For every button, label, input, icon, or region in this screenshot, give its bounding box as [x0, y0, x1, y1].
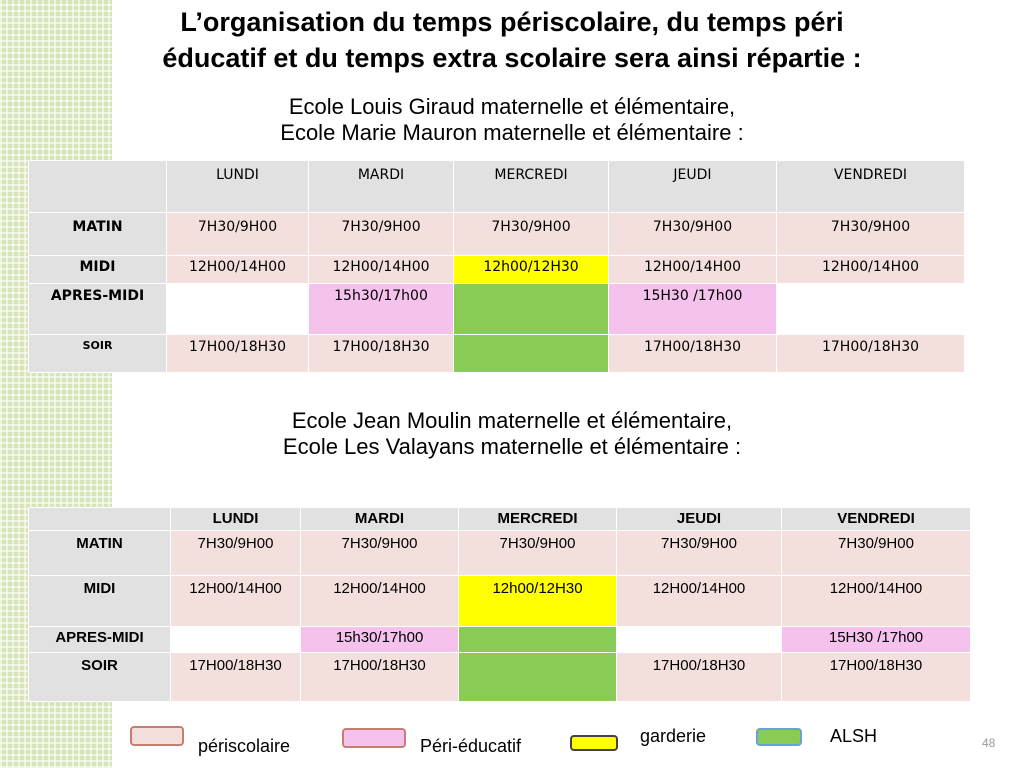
header-jeudi: JEUDI [617, 508, 782, 531]
page-number: 48 [982, 736, 996, 750]
header-jeudi: JEUDI [609, 161, 777, 213]
schedule-cell: 7H30/9H00 [171, 531, 301, 576]
schedule-cell [459, 653, 617, 702]
header-lundi: LUNDI [167, 161, 309, 213]
schedule-cell: 15H30 /17h00 [609, 284, 777, 335]
schedule-cell: 12H00/14H00 [617, 576, 782, 627]
schedule-cell: 17H00/18H30 [609, 335, 777, 373]
header-vendredi: VENDREDI [782, 508, 971, 531]
schedule-table-2 [28, 507, 971, 702]
legend-swatch-periscolaire [130, 726, 184, 746]
table-row [29, 213, 965, 256]
schedule-cell: 15h30/17h00 [301, 627, 459, 653]
schedule-cell [777, 284, 965, 335]
schedule-cell: 7H30/9H00 [454, 213, 609, 256]
schedule-cell: 15H30 /17h00 [782, 627, 971, 653]
schedule-cell [454, 284, 609, 335]
table-row [29, 335, 965, 373]
page-title [0, 4, 1024, 76]
schedule-cell: 12H00/14H00 [171, 576, 301, 627]
section2-subtitle-line-1: Ecole Jean Moulin maternelle et élémentaire, [291, 408, 733, 433]
table-header-row [29, 508, 971, 531]
header-mercredi: MERCREDI [459, 508, 617, 531]
schedule-cell [454, 335, 609, 373]
legend-label-garderie: garderie [640, 726, 707, 746]
section1-subtitle [0, 94, 1024, 146]
row-label: SOIR [29, 335, 167, 373]
section1-subtitle-line-2: Ecole Marie Mauron maternelle et élémentaire : [280, 120, 744, 145]
table-row [29, 627, 971, 653]
section2-subtitle [0, 408, 1024, 460]
schedule-cell: 17H00/18H30 [777, 335, 965, 373]
schedule-cell: 17H00/18H30 [167, 335, 309, 373]
schedule-cell: 7H30/9H00 [167, 213, 309, 256]
legend-label-peri-educatif: Péri-éducatif [420, 736, 522, 756]
schedule-cell: 7H30/9H00 [782, 531, 971, 576]
title-line-1: L’organisation du temps périscolaire, du temps péri [180, 7, 844, 37]
row-label: APRES-MIDI [29, 627, 171, 653]
table-row [29, 653, 971, 702]
legend-label-alsh: ALSH [830, 726, 878, 746]
schedule-cell [459, 627, 617, 653]
schedule-cell: 12H00/14H00 [609, 256, 777, 284]
row-label: MIDI [29, 576, 171, 627]
legend-swatch-alsh [756, 728, 802, 746]
schedule-cell: 15h30/17h00 [309, 284, 454, 335]
row-label: SOIR [29, 653, 171, 702]
title-line-2: éducatif et du temps extra scolaire sera ainsi répartie : [162, 43, 862, 73]
legend-swatch-garderie [570, 735, 618, 751]
header-corner-cell [29, 161, 167, 213]
table-row [29, 576, 971, 627]
schedule-cell: 12H00/14H00 [782, 576, 971, 627]
table-row [29, 284, 965, 335]
header-corner-cell [29, 508, 171, 531]
table-header-row [29, 161, 965, 213]
schedule-cell [617, 627, 782, 653]
schedule-cell: 7H30/9H00 [301, 531, 459, 576]
schedule-cell: 12H00/14H00 [301, 576, 459, 627]
schedule-table-1 [28, 160, 965, 373]
legend-label-periscolaire: périscolaire [198, 736, 291, 756]
schedule-cell [171, 627, 301, 653]
schedule-cell: 12h00/12H30 [459, 576, 617, 627]
schedule-cell: 17H00/18H30 [301, 653, 459, 702]
schedule-cell: 17H00/18H30 [309, 335, 454, 373]
header-vendredi: VENDREDI [777, 161, 965, 213]
schedule-cell: 17H00/18H30 [782, 653, 971, 702]
schedule-cell: 7H30/9H00 [459, 531, 617, 576]
section2-subtitle-line-2: Ecole Les Valayans maternelle et élémentaire : [282, 434, 742, 459]
header-lundi: LUNDI [171, 508, 301, 531]
schedule-cell: 17H00/18H30 [171, 653, 301, 702]
section1-subtitle-line-1: Ecole Louis Giraud maternelle et élémentaire, [288, 94, 736, 119]
schedule-cell: 12h00/12H30 [454, 256, 609, 284]
table-row [29, 256, 965, 284]
header-mercredi: MERCREDI [454, 161, 609, 213]
row-label: MIDI [29, 256, 167, 284]
schedule-cell [167, 284, 309, 335]
legend-swatch-peri-educatif [342, 728, 406, 748]
row-label: MATIN [29, 213, 167, 256]
header-mardi: MARDI [301, 508, 459, 531]
schedule-cell: 7H30/9H00 [309, 213, 454, 256]
schedule-cell: 7H30/9H00 [777, 213, 965, 256]
table-row [29, 531, 971, 576]
row-label: APRES-MIDI [29, 284, 167, 335]
schedule-cell: 12H00/14H00 [167, 256, 309, 284]
schedule-cell: 12H00/14H00 [309, 256, 454, 284]
schedule-cell: 7H30/9H00 [617, 531, 782, 576]
schedule-cell: 17H00/18H30 [617, 653, 782, 702]
header-mardi: MARDI [309, 161, 454, 213]
schedule-cell: 7H30/9H00 [609, 213, 777, 256]
row-label: MATIN [29, 531, 171, 576]
schedule-cell: 12H00/14H00 [777, 256, 965, 284]
